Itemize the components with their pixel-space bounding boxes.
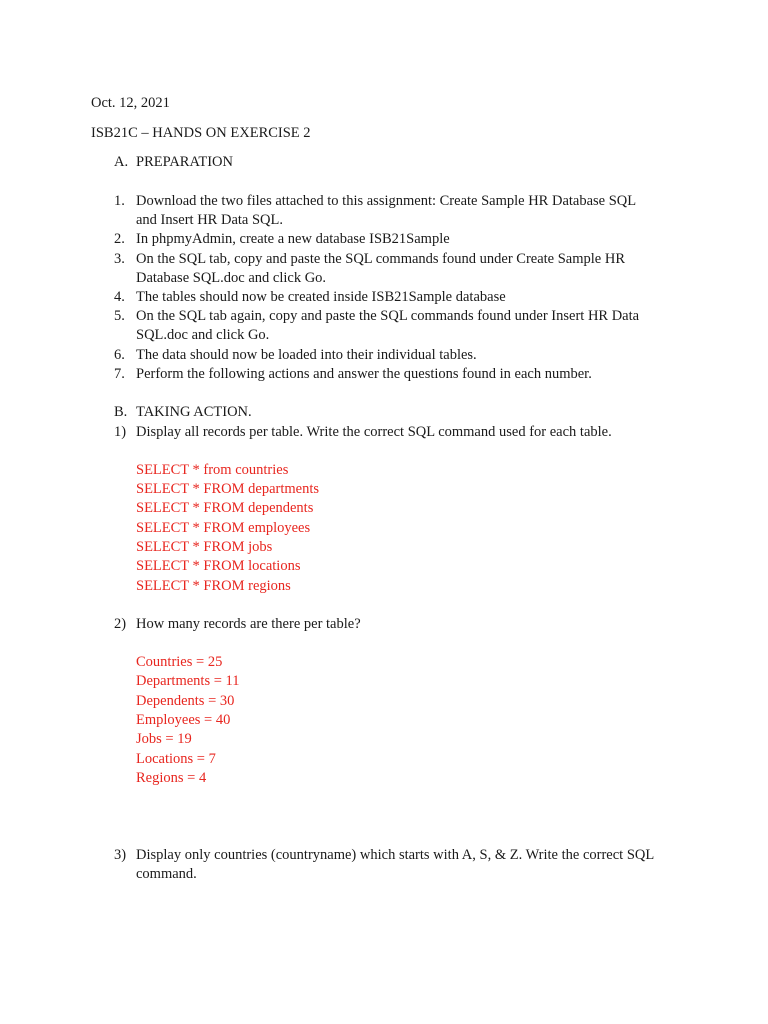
answer-line: SELECT * FROM regions (136, 578, 291, 594)
step-text: Database SQL.doc and click Go. (136, 270, 327, 286)
step-text: Perform the following actions and answer the questions found in each number. (136, 366, 592, 382)
step-text: On the SQL tab, copy and paste the SQL commands found under Create Sample HR (136, 251, 625, 267)
step-text: In phpmyAdmin, create a new database ISB21Sample (136, 231, 450, 247)
answer-line: SELECT * FROM employees (136, 520, 311, 536)
step-number: 2. (114, 231, 125, 247)
question-text: command. (136, 866, 197, 882)
step-number: 1. (114, 193, 125, 209)
question-number: 1) (114, 424, 127, 440)
step-number: 6. (114, 347, 125, 363)
answer-line: Departments = 11 (136, 673, 240, 689)
section-b-marker: B. (114, 404, 128, 420)
section-a-heading: PREPARATION (136, 154, 233, 170)
question-text: Display all records per table. Write the correct SQL command used for each table. (136, 424, 612, 440)
answer-line: SELECT * FROM jobs (136, 539, 273, 555)
question-text: Display only countries (countryname) which starts with A, S, & Z. Write the correct SQL (136, 847, 655, 863)
step-text: On the SQL tab again, copy and paste the SQL commands found under Insert HR Data (136, 308, 640, 324)
answer-line: Dependents = 30 (136, 693, 235, 709)
step-number: 5. (114, 308, 125, 324)
step-text: SQL.doc and click Go. (136, 327, 270, 343)
section-a-marker: A. (114, 154, 129, 170)
step-number: 4. (114, 289, 125, 305)
question-number: 2) (114, 616, 127, 632)
document-date: Oct. 12, 2021 (91, 95, 170, 111)
question-text: How many records are there per table? (136, 616, 361, 632)
answer-line: Countries = 25 (136, 654, 223, 670)
step-text: and Insert HR Data SQL. (136, 212, 283, 228)
document-title: ISB21C – HANDS ON EXERCISE 2 (91, 125, 311, 141)
step-number: 3. (114, 251, 125, 267)
answer-line: SELECT * FROM locations (136, 558, 301, 574)
answer-line: Jobs = 19 (136, 731, 192, 747)
answer-line: Locations = 7 (136, 751, 216, 767)
step-text: The tables should now be created inside ISB21Sample database (136, 289, 506, 305)
step-text: The data should now be loaded into their individual tables. (136, 347, 477, 363)
answer-line: Regions = 4 (136, 770, 207, 786)
question-number: 3) (114, 847, 127, 863)
section-b-heading: TAKING ACTION. (136, 404, 252, 420)
answer-line: SELECT * FROM dependents (136, 500, 314, 516)
step-number: 7. (114, 366, 125, 382)
step-text: Download the two files attached to this assignment: Create Sample HR Database SQL (136, 193, 637, 209)
answer-line: Employees = 40 (136, 712, 231, 728)
answer-line: SELECT * from countries (136, 462, 289, 478)
answer-line: SELECT * FROM departments (136, 481, 319, 497)
